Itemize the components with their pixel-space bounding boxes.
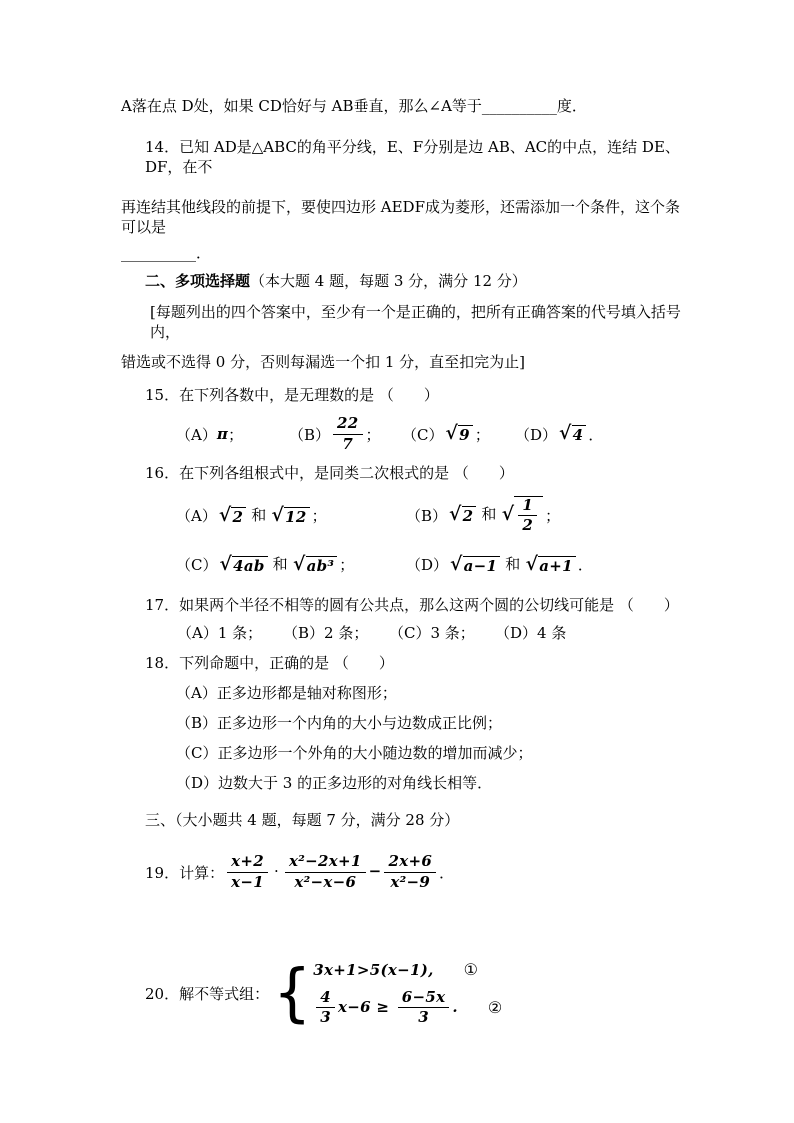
q19 bbox=[121, 844, 694, 900]
q15-stem: 15．在下列各数中，是无理数的是 （ ） bbox=[145, 386, 439, 404]
option-label: （A） bbox=[176, 425, 217, 444]
note-line2: 错选或不选得 0 分，否则每漏选一个扣 1 分，直至扣完为止] bbox=[121, 353, 526, 371]
radical-sign-icon: √ bbox=[501, 502, 515, 525]
math-text: 3 bbox=[418, 1008, 429, 1027]
math-text: 22 bbox=[337, 414, 359, 433]
square-root bbox=[450, 552, 500, 575]
radicand bbox=[463, 556, 501, 575]
option-tail: ． bbox=[577, 555, 593, 574]
q17-options bbox=[121, 623, 694, 643]
fraction bbox=[398, 989, 450, 1027]
q18-option-d: （D）边数大于 3 的正多边形的对角线长相等． bbox=[176, 774, 493, 792]
radicand bbox=[462, 506, 477, 525]
radical-sign-icon: √ bbox=[271, 503, 285, 526]
math-text: x²−9 bbox=[390, 872, 431, 891]
math-upright-text: 和 bbox=[272, 555, 288, 574]
square-root bbox=[292, 552, 337, 575]
q17-stem: 17．如果两个半径不相等的圆有公共点，那么这两个圆的公切线可能是 （ ） bbox=[145, 596, 679, 614]
q13-tail-line: A落在点 D处，如果 CD恰好与 AB垂直，那么∠A等于__________度． bbox=[121, 97, 587, 115]
option-tail: ； bbox=[311, 506, 327, 525]
fraction bbox=[316, 989, 335, 1027]
math-text: 4 bbox=[320, 988, 332, 1006]
q17-option-b: （B）2 条； bbox=[283, 624, 369, 642]
math-text: ab³ bbox=[306, 556, 335, 575]
radicand bbox=[306, 556, 338, 575]
radical-sign-icon: √ bbox=[445, 421, 459, 444]
radicand bbox=[538, 556, 576, 575]
option-math bbox=[217, 425, 228, 443]
q17-option-c: （C）3 条； bbox=[389, 624, 475, 642]
q16-options-row2 bbox=[121, 543, 694, 585]
q16-stem: 16．在下列各组根式中，是同类二次根式的是 （ ） bbox=[145, 464, 514, 482]
section2-title: 二、多项选择题 bbox=[145, 272, 251, 290]
radicand bbox=[458, 425, 473, 444]
fraction-denominator bbox=[227, 873, 268, 891]
option-tail: ； bbox=[545, 506, 561, 525]
circled-2-mark: ② bbox=[487, 998, 503, 1018]
square-root bbox=[449, 502, 476, 525]
math-text: x+2 bbox=[231, 852, 264, 871]
fraction-numerator bbox=[285, 853, 366, 872]
inequality-system bbox=[313, 960, 502, 1027]
option-math bbox=[443, 421, 474, 444]
math-text: 2x+6 bbox=[388, 852, 433, 871]
fraction bbox=[227, 853, 268, 891]
option-tail: ； bbox=[339, 555, 355, 574]
math-text: 6−5x bbox=[401, 988, 446, 1006]
section3-heading: 三、（大小题共 4 题，每题 7 分，满分 28 分） bbox=[145, 811, 460, 829]
math-text: . bbox=[452, 997, 458, 1016]
fraction bbox=[518, 497, 537, 535]
math-text: π bbox=[216, 425, 229, 443]
square-root bbox=[445, 421, 472, 444]
fraction-denominator bbox=[518, 516, 537, 534]
math-text: 7 bbox=[342, 434, 354, 453]
radical-sign-icon: √ bbox=[450, 552, 463, 575]
option-math bbox=[217, 553, 339, 575]
option-label: （B） bbox=[406, 506, 448, 525]
option-label: （D） bbox=[406, 555, 449, 574]
radical-sign-icon: √ bbox=[219, 552, 233, 575]
option-math bbox=[330, 415, 365, 453]
radicand bbox=[514, 496, 543, 535]
math-text: x−1 bbox=[231, 872, 264, 891]
square-root bbox=[271, 503, 310, 526]
q15-option-b bbox=[289, 415, 402, 453]
option-tail: ； bbox=[365, 425, 381, 444]
q16-option-a bbox=[176, 504, 406, 526]
inequality-2-math bbox=[313, 989, 458, 1027]
fraction-denominator bbox=[338, 435, 357, 453]
fraction-numerator bbox=[384, 853, 436, 872]
q16-options-row1 bbox=[121, 489, 694, 541]
math-text: a−1 bbox=[463, 556, 498, 575]
option-label: （C） bbox=[402, 425, 444, 444]
math-text: 3 bbox=[320, 1008, 332, 1027]
math-upright-text: 和 bbox=[505, 555, 521, 574]
math-text: 3x+1>5(x−1), bbox=[313, 960, 434, 979]
fraction-denominator bbox=[290, 873, 360, 891]
option-tail: ． bbox=[588, 425, 604, 444]
option-math bbox=[217, 504, 312, 526]
option-label: （B） bbox=[289, 425, 331, 444]
math-text: 2 bbox=[462, 506, 474, 525]
square-root bbox=[559, 421, 586, 444]
q15-options bbox=[121, 411, 694, 457]
math-text: 4ab bbox=[233, 556, 265, 575]
option-math bbox=[557, 421, 588, 444]
option-math bbox=[448, 553, 578, 575]
square-root bbox=[502, 496, 543, 535]
math-upright-text: · bbox=[273, 862, 280, 880]
square-root bbox=[218, 503, 246, 526]
q20-label: 20．解不等式组： bbox=[145, 984, 270, 1003]
option-tail: ； bbox=[474, 425, 490, 444]
radicand bbox=[232, 556, 268, 575]
inequality-2 bbox=[313, 989, 502, 1027]
math-text: 12 bbox=[285, 507, 307, 526]
note-line1: [每题列出的四个答案中，至少有一个是正确的，把所有正确答案的代号填入括号内， bbox=[150, 303, 681, 341]
q17-option-a: （A）1 条； bbox=[177, 624, 263, 642]
q15-option-d bbox=[515, 421, 628, 445]
option-label: （C） bbox=[176, 555, 218, 574]
inequality-1-math bbox=[313, 961, 433, 979]
fraction-denominator bbox=[386, 873, 434, 891]
fraction bbox=[285, 853, 366, 891]
fraction bbox=[333, 415, 362, 453]
fraction-numerator bbox=[398, 989, 450, 1008]
radical-sign-icon: √ bbox=[525, 552, 539, 575]
fraction-denominator bbox=[316, 1008, 335, 1026]
option-math bbox=[447, 496, 545, 535]
option-label: （A） bbox=[176, 506, 217, 525]
fraction bbox=[384, 853, 436, 891]
radicand bbox=[231, 507, 246, 526]
math-text: x²−2x+1 bbox=[289, 852, 362, 871]
circled-1-mark: ① bbox=[463, 960, 478, 979]
inequality-1 bbox=[313, 960, 502, 979]
radical-sign-icon: √ bbox=[218, 503, 232, 526]
q19-label: 19．计算： bbox=[145, 863, 225, 882]
q15-option-c bbox=[402, 421, 515, 445]
q17-option-d: （D）4 条 bbox=[495, 624, 567, 642]
math-text: − bbox=[368, 862, 382, 880]
math-upright-text: 和 bbox=[251, 506, 267, 525]
radical-sign-icon: √ bbox=[559, 421, 572, 444]
q18-option-a: （A）正多边形都是轴对称图形； bbox=[176, 684, 397, 702]
math-text: 1 bbox=[522, 495, 534, 514]
q14-blank-line: __________． bbox=[121, 244, 212, 262]
q18-option-b: （B）正多边形一个内角的大小与边数成正比例； bbox=[176, 714, 503, 732]
q18-stem: 18．下列命题中，正确的是 （ ） bbox=[145, 654, 394, 672]
fraction-numerator bbox=[227, 853, 268, 872]
q14-line2: 再连结其他线段的前提下，要使四边形 AEDF成为菱形，还需添加一个条件，这个条可以是 bbox=[121, 198, 680, 236]
math-text: 2 bbox=[522, 516, 534, 534]
fraction-numerator bbox=[518, 497, 537, 516]
radicand bbox=[572, 425, 587, 444]
radicand bbox=[284, 507, 309, 526]
q20 bbox=[121, 956, 694, 1030]
math-text: 4 bbox=[572, 425, 584, 444]
fraction-numerator bbox=[316, 989, 335, 1008]
q16-option-c bbox=[176, 553, 406, 575]
math-text: 9 bbox=[459, 425, 470, 444]
section2-heading bbox=[121, 271, 694, 291]
radical-sign-icon: √ bbox=[449, 502, 462, 525]
option-tail: ； bbox=[228, 425, 244, 444]
option-label: （D） bbox=[515, 425, 558, 444]
q15-option-a bbox=[176, 424, 289, 445]
q14-line1: 14．已知 AD是△ABC的角平分线，E、F分别是边 AB、AC的中点，连结 DE、DF，在不 bbox=[145, 138, 680, 176]
fraction-numerator bbox=[333, 415, 362, 434]
q16-option-b bbox=[406, 496, 560, 535]
math-upright-text: 和 bbox=[481, 505, 497, 523]
fraction-denominator bbox=[414, 1008, 433, 1026]
left-brace: { bbox=[273, 956, 312, 1030]
math-text: x−6 ≥ bbox=[338, 997, 395, 1016]
square-root bbox=[525, 552, 576, 575]
q18-option-c: （C）正多边形一个外角的大小随边数的增加而减少； bbox=[176, 744, 533, 762]
math-text: x²−x−6 bbox=[294, 872, 357, 891]
section2-subtitle: （本大题 4 题，每题 3 分，满分 12 分） bbox=[250, 272, 527, 290]
q19-tail: ． bbox=[439, 863, 455, 882]
math-text: 2 bbox=[232, 507, 244, 526]
square-root bbox=[219, 552, 267, 575]
q16-option-d bbox=[406, 553, 593, 575]
math-text: a+1 bbox=[539, 556, 573, 575]
q19-expression bbox=[224, 853, 439, 891]
radical-sign-icon: √ bbox=[292, 552, 306, 575]
